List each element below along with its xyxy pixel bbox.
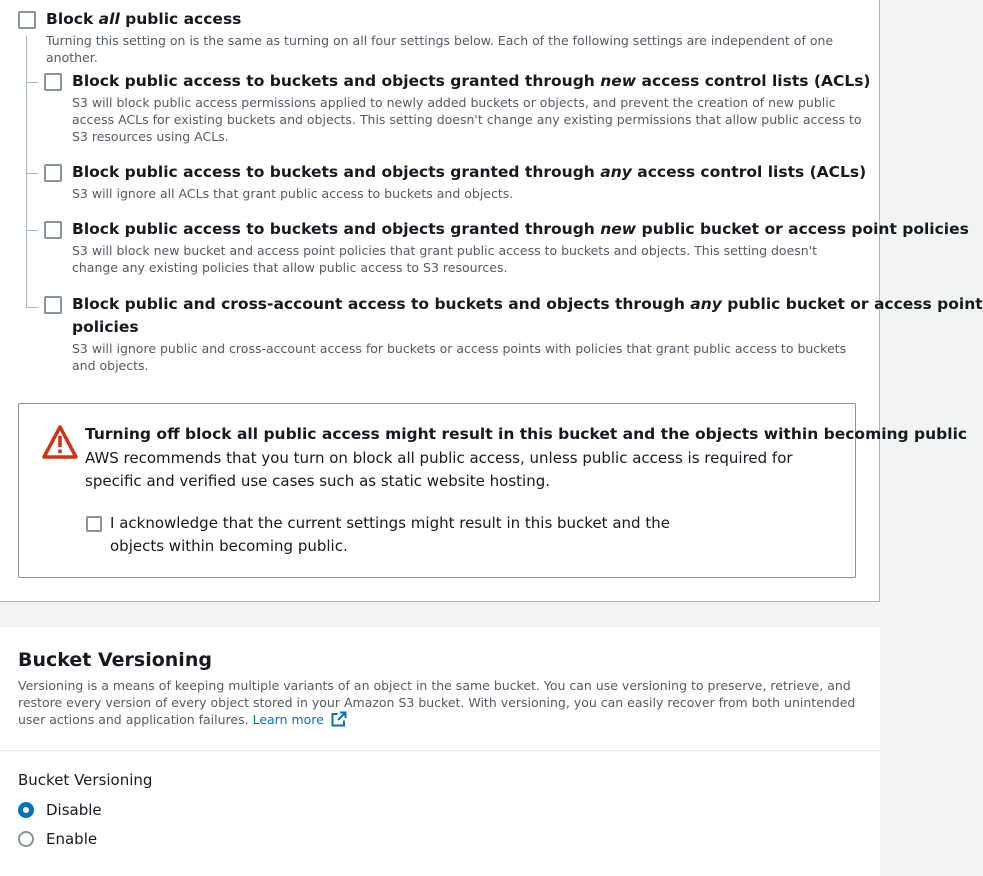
- section-divider: [0, 750, 880, 751]
- block-all-title: Block all public access: [46, 10, 242, 28]
- block-any-acls-checkbox[interactable]: [44, 164, 62, 182]
- block-all-description: Turning this setting on is the same as turning on all four settings below. Each of the following settings are independent of one another.: [46, 33, 834, 65]
- bucket-versioning-description: Versioning is a means of keeping multiple variants of an object in the same bucket. You can use versioning to preserve, retrieve, and restore every version of every object stored in your Amazon S3 bucket. With versioning, you can easily recover from both unintended user actions and application failures. Learn more: [18, 678, 856, 727]
- tree-line-branch: [26, 82, 38, 83]
- block-any-policies-title: Block public and cross-account access to buckets and objects through any public bucket or access point: [72, 295, 983, 313]
- block-new-acls-checkbox[interactable]: [44, 73, 62, 91]
- warning-title: Turning off block all public access might result in this bucket and the objects within becoming public: [85, 425, 968, 443]
- block-new-policies-checkbox[interactable]: [44, 221, 62, 239]
- external-link-icon: [331, 711, 347, 727]
- warning-body: AWS recommends that you turn on block all public access, unless public access is required for specific and verified use cases such as static website hosting.: [85, 449, 793, 490]
- block-all-checkbox[interactable]: [18, 11, 36, 29]
- tree-line-branch: [26, 230, 38, 231]
- block-any-policies-description: S3 will ignore public and cross-account access for buckets or access points with policies that grant public access to buckets and objects.: [72, 341, 847, 373]
- tree-line-branch: [26, 173, 38, 174]
- block-any-policies-title-line2: policies: [72, 318, 139, 336]
- tree-line-vertical: [26, 36, 27, 308]
- enable-radio-label[interactable]: Enable: [46, 830, 98, 848]
- block-new-policies-title: Block public access to buckets and objects granted through new public bucket or access point policies: [72, 220, 969, 238]
- warning-icon: [41, 424, 79, 460]
- public-access-warning-alert: [18, 403, 968, 578]
- acknowledge-checkbox[interactable]: [86, 516, 102, 532]
- block-any-acls-title: Block public access to buckets and objects granted through any access control lists (ACLs): [72, 163, 867, 181]
- block-any-acls-description: S3 will ignore all ACLs that grant public access to buckets and objects.: [72, 186, 514, 201]
- learn-more-link[interactable]: Learn more: [253, 712, 347, 727]
- versioning-field-label: Bucket Versioning: [18, 771, 153, 789]
- disable-radio-label[interactable]: Disable: [46, 801, 102, 819]
- block-new-acls-title: Block public access to buckets and objects granted through new access control lists (ACLs): [72, 72, 871, 90]
- tree-line-branch: [26, 307, 38, 308]
- enable-radio[interactable]: [18, 831, 34, 847]
- disable-radio[interactable]: [18, 802, 34, 818]
- block-any-policies-checkbox[interactable]: [44, 296, 62, 314]
- block-new-acls-description: S3 will block public access permissions applied to newly added buckets or objects, and prevent the creation of new public access ACLs for existing buckets and objects. This setting doesn't change any existing permissions that allow public access to S3 resources using ACLs.: [72, 95, 862, 144]
- bucket-versioning-heading: Bucket Versioning: [18, 649, 212, 671]
- block-new-policies-description: S3 will block new bucket and access point policies that grant public access to buckets and objects. This setting doesn't change any existing policies that allow public access to S3 resources.: [72, 243, 818, 275]
- acknowledge-label: I acknowledge that the current settings might result in this bucket and the objects within becoming public.: [110, 514, 670, 555]
